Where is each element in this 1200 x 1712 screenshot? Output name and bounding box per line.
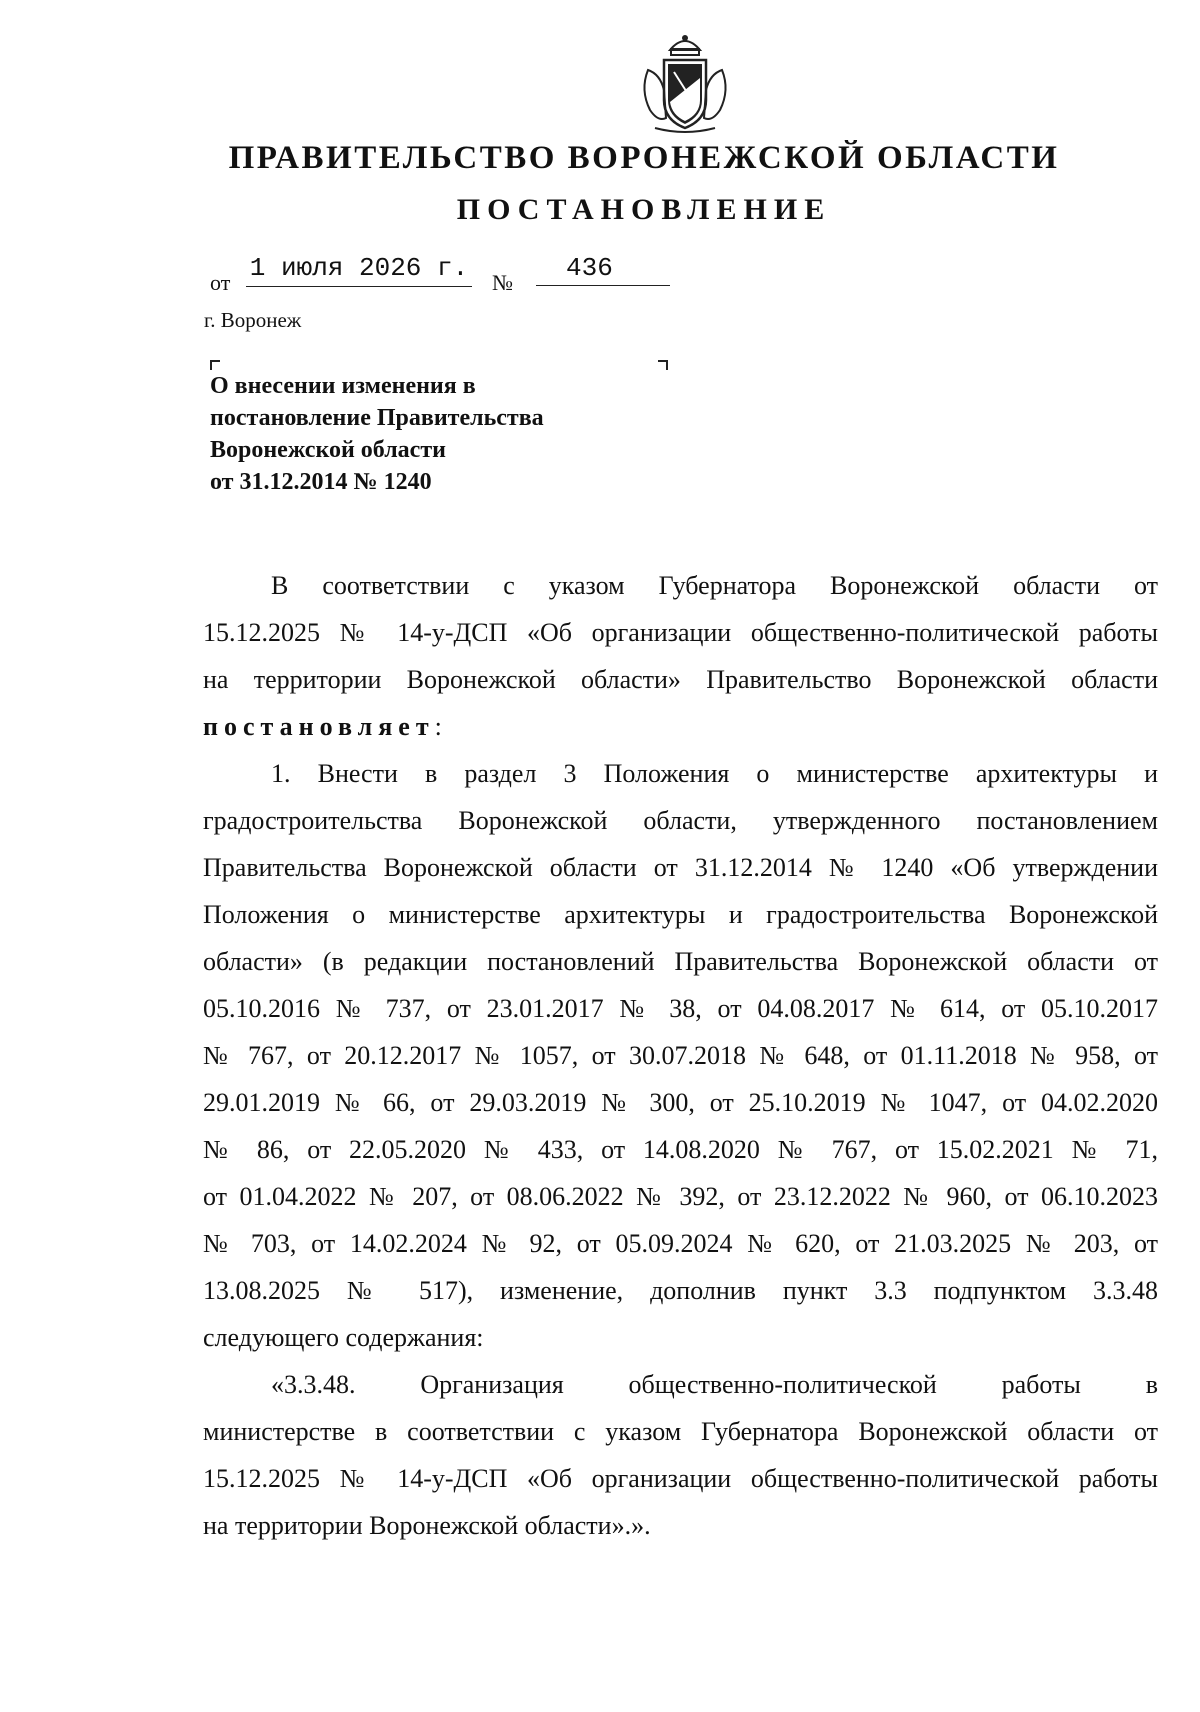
subject-corner-right [658,360,668,370]
body-line: градостроительства Воронежской области, утвержденного постановлением [203,806,1158,835]
document-type-title: ПОСТАНОВЛЕНИЕ [456,193,832,226]
body-line: В соответствии с указом Губернатора Воронежской области от [271,571,1158,600]
body-line: на территории Воронежской области» Правительство Воронежской области [203,665,1158,694]
body-line: 15.12.2025 № 14-у-ДСП «Об организации общественно-политической работы [203,1464,1158,1493]
body-line: министерстве в соответствии с указом Губернатора Воронежской области от [203,1417,1158,1446]
body-line: Положения о министерстве архитектуры и градостроительства Воронежской [203,900,1158,929]
body-line: Правительства Воронежской области от 31.12.2014 № 1240 «Об утверждении [203,853,1158,882]
subject-line: от 31.12.2014 № 1240 [210,469,432,495]
body-line: на территории Воронежской области».». [203,1511,651,1540]
subject-corner-left [210,360,220,370]
resolves-line [203,703,1158,750]
resolves-word: постановляет [203,712,435,741]
subject-line: О внесении изменения в [210,373,476,399]
body-line: 13.08.2025 № 517), изменение, дополнив пункт 3.3 подпунктом 3.3.48 [203,1276,1158,1305]
subject-line: Воронежской области [210,437,446,463]
body-line: от 01.04.2022 № 207, от 08.06.2022 № 392, от 23.12.2022 № 960, от 06.10.2023 [203,1182,1158,1211]
voronezh-coat-of-arms-icon [630,30,740,135]
body-line: 1. Внести в раздел 3 Положения о министерстве архитектуры и [271,759,1158,788]
document-body [203,562,1158,1549]
body-line: области» (в редакции постановлений Правительства Воронежской области от [203,947,1158,976]
subject-line: постановление Правительства [210,405,544,431]
body-line: 05.10.2016 № 737, от 23.01.2017 № 38, от 04.08.2017 № 614, от 05.10.2017 [203,994,1158,1023]
body-line: № 767, от 20.12.2017 № 1057, от 30.07.2018 № 648, от 01.11.2018 № 958, от [203,1041,1158,1070]
body-line: 29.01.2019 № 66, от 29.03.2019 № 300, от 25.10.2019 № 1047, от 04.02.2020 [203,1088,1158,1117]
number-label: № [492,270,513,295]
resolves-colon: : [434,712,442,741]
subject-heading [210,370,670,498]
date-prefix: от [210,270,231,295]
city: г. Воронеж [204,308,302,332]
document-number: 436 [536,250,670,286]
dateline [210,250,670,295]
body-line: «3.3.48. Организация общественно-политической работы в [271,1370,1158,1399]
body-line: следующего содержания: [203,1323,484,1352]
body-line: 15.12.2025 № 14-у-ДСП «Об организации общественно-политической работы [203,618,1158,647]
body-line: № 703, от 14.02.2024 № 92, от 05.09.2024 № 620, от 21.03.2025 № 203, от [203,1229,1158,1258]
government-title: ПРАВИТЕЛЬСТВО ВОРОНЕЖСКОЙ ОБЛАСТИ [228,140,1060,176]
body-line: № 86, от 22.05.2020 № 433, от 14.08.2020 № 767, от 15.02.2021 № 71, [203,1135,1158,1164]
document-date: 1 июля 2026 г. [246,250,472,287]
